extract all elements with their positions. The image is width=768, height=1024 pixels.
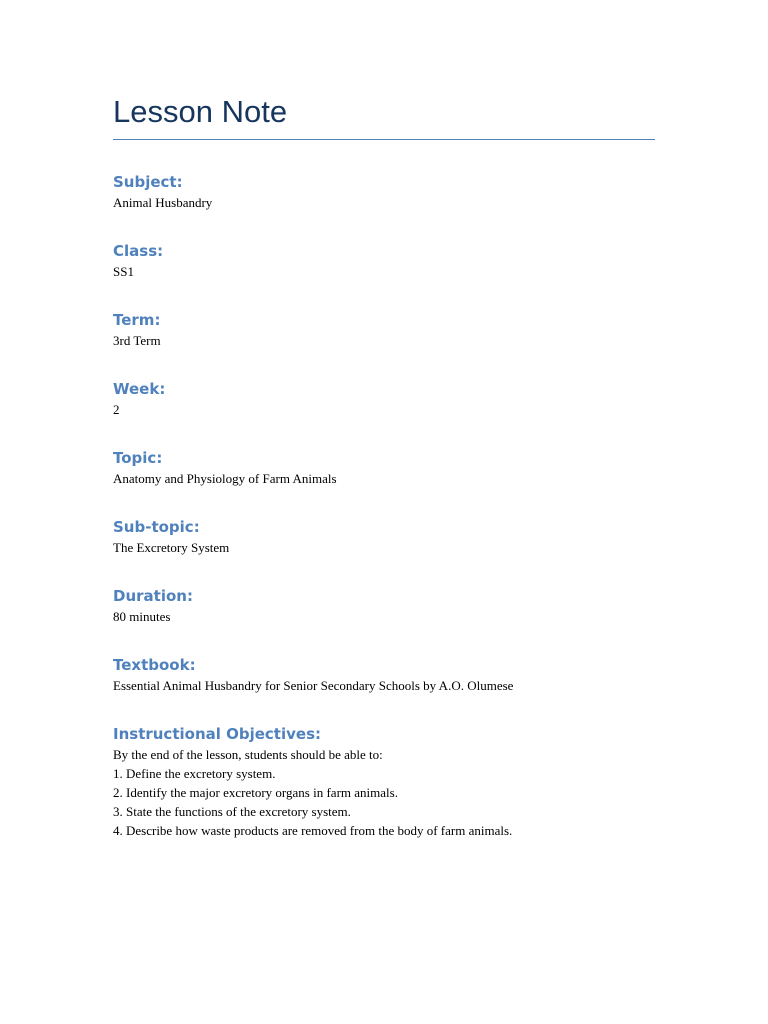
objectives-list — [113, 764, 673, 840]
section-textbook — [113, 654, 673, 695]
section-heading: Week: — [113, 380, 166, 398]
objective-item: 2. Identify the major excretory organs in farm animals. — [113, 785, 398, 800]
section-value: Animal Husbandry — [113, 195, 213, 210]
section-value: 2 — [113, 402, 120, 417]
section-heading: Class: — [113, 242, 164, 260]
section-week — [113, 378, 673, 419]
section-subtopic — [113, 516, 673, 557]
title-divider — [113, 139, 655, 140]
section-heading: Duration: — [113, 587, 193, 605]
objective-item: 4. Describe how waste products are removed from the body of farm animals. — [113, 823, 513, 838]
section-heading: Sub-topic: — [113, 518, 200, 536]
lesson-sections — [113, 171, 673, 868]
objectives-intro: By the end of the lesson, students should be able to: — [113, 747, 383, 762]
objective-item: 1. Define the excretory system. — [113, 766, 276, 781]
section-value: The Excretory System — [113, 540, 230, 555]
section-heading: Term: — [113, 311, 161, 329]
page-title: Lesson Note — [113, 94, 288, 129]
section-heading: Textbook: — [113, 656, 196, 674]
section-instructional-objectives — [113, 723, 673, 840]
section-value: Anatomy and Physiology of Farm Animals — [113, 471, 337, 486]
section-value: 80 minutes — [113, 609, 171, 624]
section-subject — [113, 171, 673, 212]
section-heading: Instructional Objectives: — [113, 725, 321, 743]
section-heading: Subject: — [113, 173, 183, 191]
section-topic — [113, 447, 673, 488]
objective-item: 3. State the functions of the excretory system. — [113, 804, 351, 819]
section-value: Essential Animal Husbandry for Senior Secondary Schools by A.O. Olumese — [113, 678, 514, 693]
section-duration — [113, 585, 673, 626]
section-term — [113, 309, 673, 350]
section-class — [113, 240, 673, 281]
section-heading: Topic: — [113, 449, 163, 467]
section-value: 3rd Term — [113, 333, 161, 348]
section-value: SS1 — [113, 264, 134, 279]
